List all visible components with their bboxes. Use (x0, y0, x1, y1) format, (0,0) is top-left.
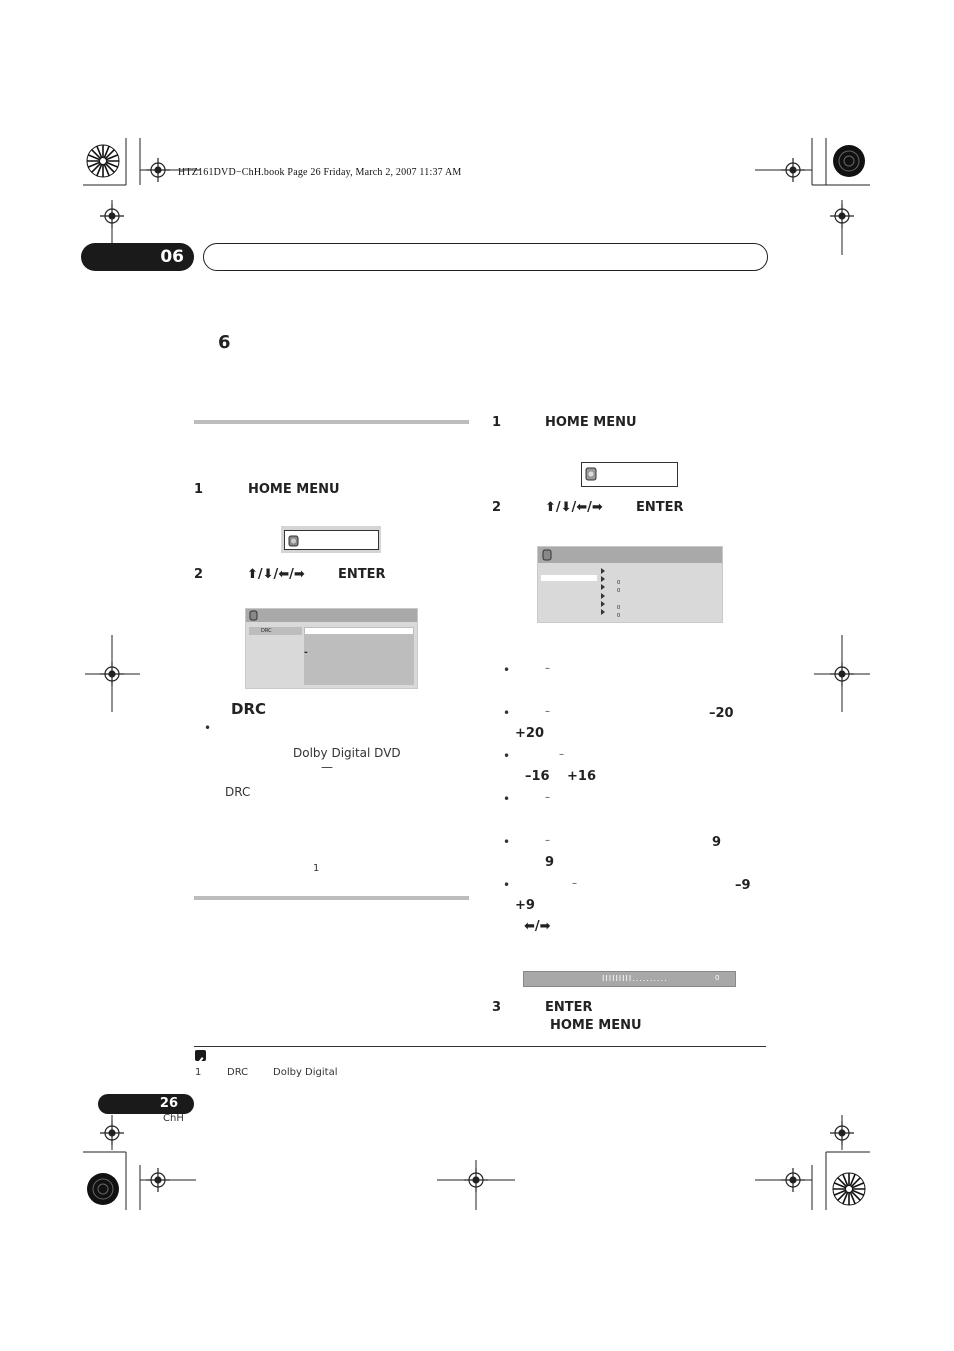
dolby-digital-dvd-text: Dolby Digital DVD (293, 746, 401, 760)
starburst-mark-top-left (86, 144, 120, 178)
speaker-icon (288, 533, 300, 547)
bullet-dot: • (503, 792, 511, 806)
range-max-value: 9 (545, 855, 555, 870)
starburst-mark-bottom-right (832, 1172, 866, 1206)
speaker-icon (249, 610, 259, 621)
screen-row-arrow-icon (601, 584, 605, 590)
range-max-value: +9 (515, 898, 535, 913)
screen-row-value: 0 (617, 588, 621, 595)
range-min-value: 9 (712, 835, 722, 850)
page-number-tab (98, 1094, 194, 1114)
section-number: 6 (218, 332, 231, 353)
left-right-arrows: ⬅/➡ (524, 919, 551, 934)
left-step2-arrows: ⬆/⬇/⬅/➡ (247, 567, 305, 582)
screen-title-bar (246, 609, 417, 622)
footnote-number: 1 (195, 1067, 202, 1078)
note-icon (195, 1050, 206, 1061)
screen-option-dash: - (304, 648, 308, 658)
screen-option-selected (305, 628, 413, 634)
bullet-dash: – (545, 663, 550, 674)
right-step2-arrows: ⬆/⬇/⬅/➡ (545, 500, 603, 515)
screen-row-value: 0 (617, 613, 621, 619)
drc-text: DRC (225, 785, 251, 799)
screen-menu-item-drc: DRC (249, 627, 302, 635)
left-step1-number: 1 (194, 482, 204, 497)
chapter-tab (81, 243, 194, 271)
right-step3-sub-label: HOME MENU (550, 1018, 642, 1033)
speaker-settings-icon (585, 466, 599, 482)
left-step2-number: 2 (194, 567, 204, 582)
slider-ticks: IIIIIIIII.......... (602, 974, 668, 983)
page-language: ChH (163, 1113, 184, 1124)
starburst-mark-bottom-left (86, 1172, 120, 1206)
right-step3-button-label: ENTER (545, 1000, 593, 1015)
bullet-dot: • (503, 706, 511, 720)
range-min-value: –20 (709, 706, 734, 721)
bullet-dot: • (503, 878, 511, 892)
screen-row-arrow-icon (601, 568, 605, 574)
range-min-value: –16 (525, 769, 550, 784)
screen-title-bar (538, 547, 722, 563)
bullet-dash: – (559, 749, 564, 760)
range-max-value: +20 (515, 726, 544, 741)
screen-row-value: 0 (617, 580, 621, 587)
bullet-dot: • (503, 749, 511, 763)
em-dash: — (321, 760, 333, 774)
footnote-rule (194, 1046, 766, 1047)
screen-row-arrow-icon (601, 609, 605, 615)
slider-value: 0 (715, 974, 720, 982)
left-bullet: • (204, 721, 212, 735)
right-step1-button-label: HOME MENU (545, 415, 637, 430)
right-step3-number: 3 (492, 1000, 502, 1015)
print-header: HTZ161DVD−ChH.book Page 26 Friday, March 2, 2007 11:37 AM (178, 167, 462, 178)
bullet-dash: – (572, 878, 577, 889)
chapter-title-bar (203, 243, 768, 271)
right-step1-number: 1 (492, 415, 502, 430)
page-number: 26 (159, 1096, 178, 1111)
left-home-menu-item-box (284, 530, 379, 550)
bullet-dot: • (503, 663, 511, 677)
chapter-number: 06 (160, 247, 184, 267)
footnote-drc: DRC (227, 1067, 249, 1078)
starburst-mark-top-right (832, 144, 866, 178)
right-step2-button-label: ENTER (636, 500, 684, 515)
speaker-icon (542, 549, 553, 561)
footnote-reference: 1 (313, 863, 320, 874)
bullet-dot: • (503, 835, 511, 849)
left-step1-button-label: HOME MENU (248, 482, 340, 497)
audio-settings-screen (245, 608, 418, 689)
right-home-menu-item (581, 462, 678, 487)
bullet-dash: – (545, 792, 550, 803)
screen-options-panel (304, 627, 414, 685)
range-max-value: +16 (567, 769, 596, 784)
range-min-value: –9 (735, 878, 751, 893)
screen-row-arrow-icon (601, 601, 605, 607)
speaker-settings-screen (537, 546, 723, 623)
bullet-dash: – (545, 706, 550, 717)
screen-row-arrow-icon (601, 593, 605, 599)
bullet-dash: – (545, 835, 550, 846)
section-rule-top (194, 420, 469, 424)
screen-row-value: 0 (617, 604, 621, 611)
footnote-dolby-digital: Dolby Digital (273, 1067, 338, 1078)
drc-heading: DRC (231, 700, 267, 718)
screen-row-arrow-icon (601, 576, 605, 582)
screen-selected-row (541, 575, 597, 581)
left-home-menu-item (281, 526, 381, 553)
section-rule-bottom (194, 896, 469, 900)
right-step2-number: 2 (492, 500, 502, 515)
left-step2-button-label: ENTER (338, 567, 386, 582)
level-slider[interactable] (523, 971, 736, 987)
